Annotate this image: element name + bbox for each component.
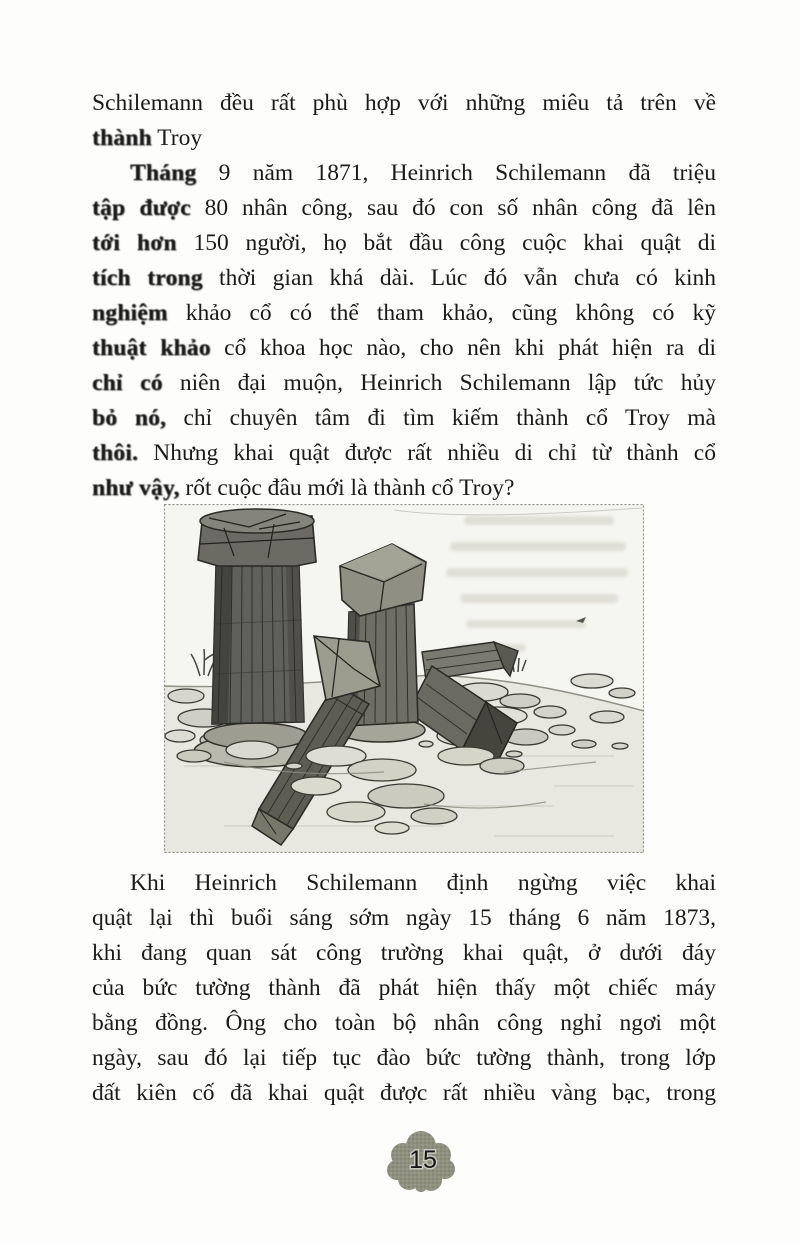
text-line: khi đang quan sát công trường khai quật, ở dưới đáy	[92, 940, 716, 966]
text-line: quật lại thì buổi sáng sớm ngày 15 tháng 6 năm 1873,	[92, 905, 716, 931]
text-line: tới hơn 150 người, họ bắt đầu công cuộc khai quật di	[92, 230, 716, 256]
smudged-lead-word: Tháng	[130, 160, 197, 186]
smudged-lead-word: như vậy,	[92, 475, 180, 501]
text-line: thuật khảo cổ khoa học nào, cho nên khi phát hiện ra di	[92, 335, 716, 361]
smudged-lead-word: nghiệm	[92, 300, 168, 326]
smudged-lead-word: thành	[92, 125, 152, 151]
text-line: Schilemann đều rất phù hợp với những miêu tả trên về	[92, 90, 716, 116]
smudged-lead-word: tích trong	[92, 265, 203, 291]
smudged-lead-word: bỏ nó,	[92, 405, 167, 431]
text-line: Khi Heinrich Schilemann định ngừng việc khai	[130, 870, 716, 896]
text-line: thôi. Nhưng khai quật được rất nhiều di chỉ từ thành cổ	[92, 440, 716, 466]
text-line: đất kiên cố đã khai quật được rất nhiều vàng bạc, trong	[92, 1080, 716, 1106]
text-line: Tháng 9 năm 1871, Heinrich Schilemann đã triệu	[130, 160, 716, 186]
ruins-illustration	[164, 504, 644, 853]
page-number-badge	[384, 1126, 458, 1192]
ruins-illustration-drawing	[164, 504, 644, 853]
text-line: thành Troy	[92, 125, 203, 151]
smudged-lead-word: thôi.	[92, 440, 139, 466]
smudged-lead-word: thuật khảo	[92, 335, 211, 361]
text-line: bằng đồng. Ông cho toàn bộ nhân công nghỉ ngơi một	[92, 1010, 716, 1036]
text-line: chỉ có niên đại muộn, Heinrich Schilemann lập tức hủy	[92, 370, 716, 396]
page-number-cloud	[384, 1126, 458, 1192]
paragraph-top	[92, 86, 716, 506]
text-line: nghiệm khảo cổ có thể tham khảo, cũng không có kỹ	[92, 300, 716, 326]
text-line: bỏ nó, chỉ chuyên tâm đi tìm kiếm thành cổ Troy mà	[92, 405, 716, 431]
page-number: 15	[409, 1146, 437, 1174]
paragraph-bottom	[92, 866, 716, 1111]
text-line: ngày, sau đó lại tiếp tục đào bức tường thành, trong lớp	[92, 1045, 716, 1071]
text-line: như vậy, rốt cuộc đâu mới là thành cổ Troy?	[92, 475, 515, 501]
text-line: tích trong thời gian khá dài. Lúc đó vẫn chưa có kinh	[92, 265, 717, 291]
text-line: tập được 80 nhân công, sau đó con số nhân công đã lên	[92, 195, 716, 221]
smudged-lead-word: chỉ có	[92, 370, 163, 396]
smudged-lead-word: tập được	[92, 195, 191, 221]
text-line: của bức tường thành đã phát hiện thấy một chiếc máy	[92, 975, 716, 1001]
smudged-lead-word: tới hơn	[92, 230, 177, 256]
